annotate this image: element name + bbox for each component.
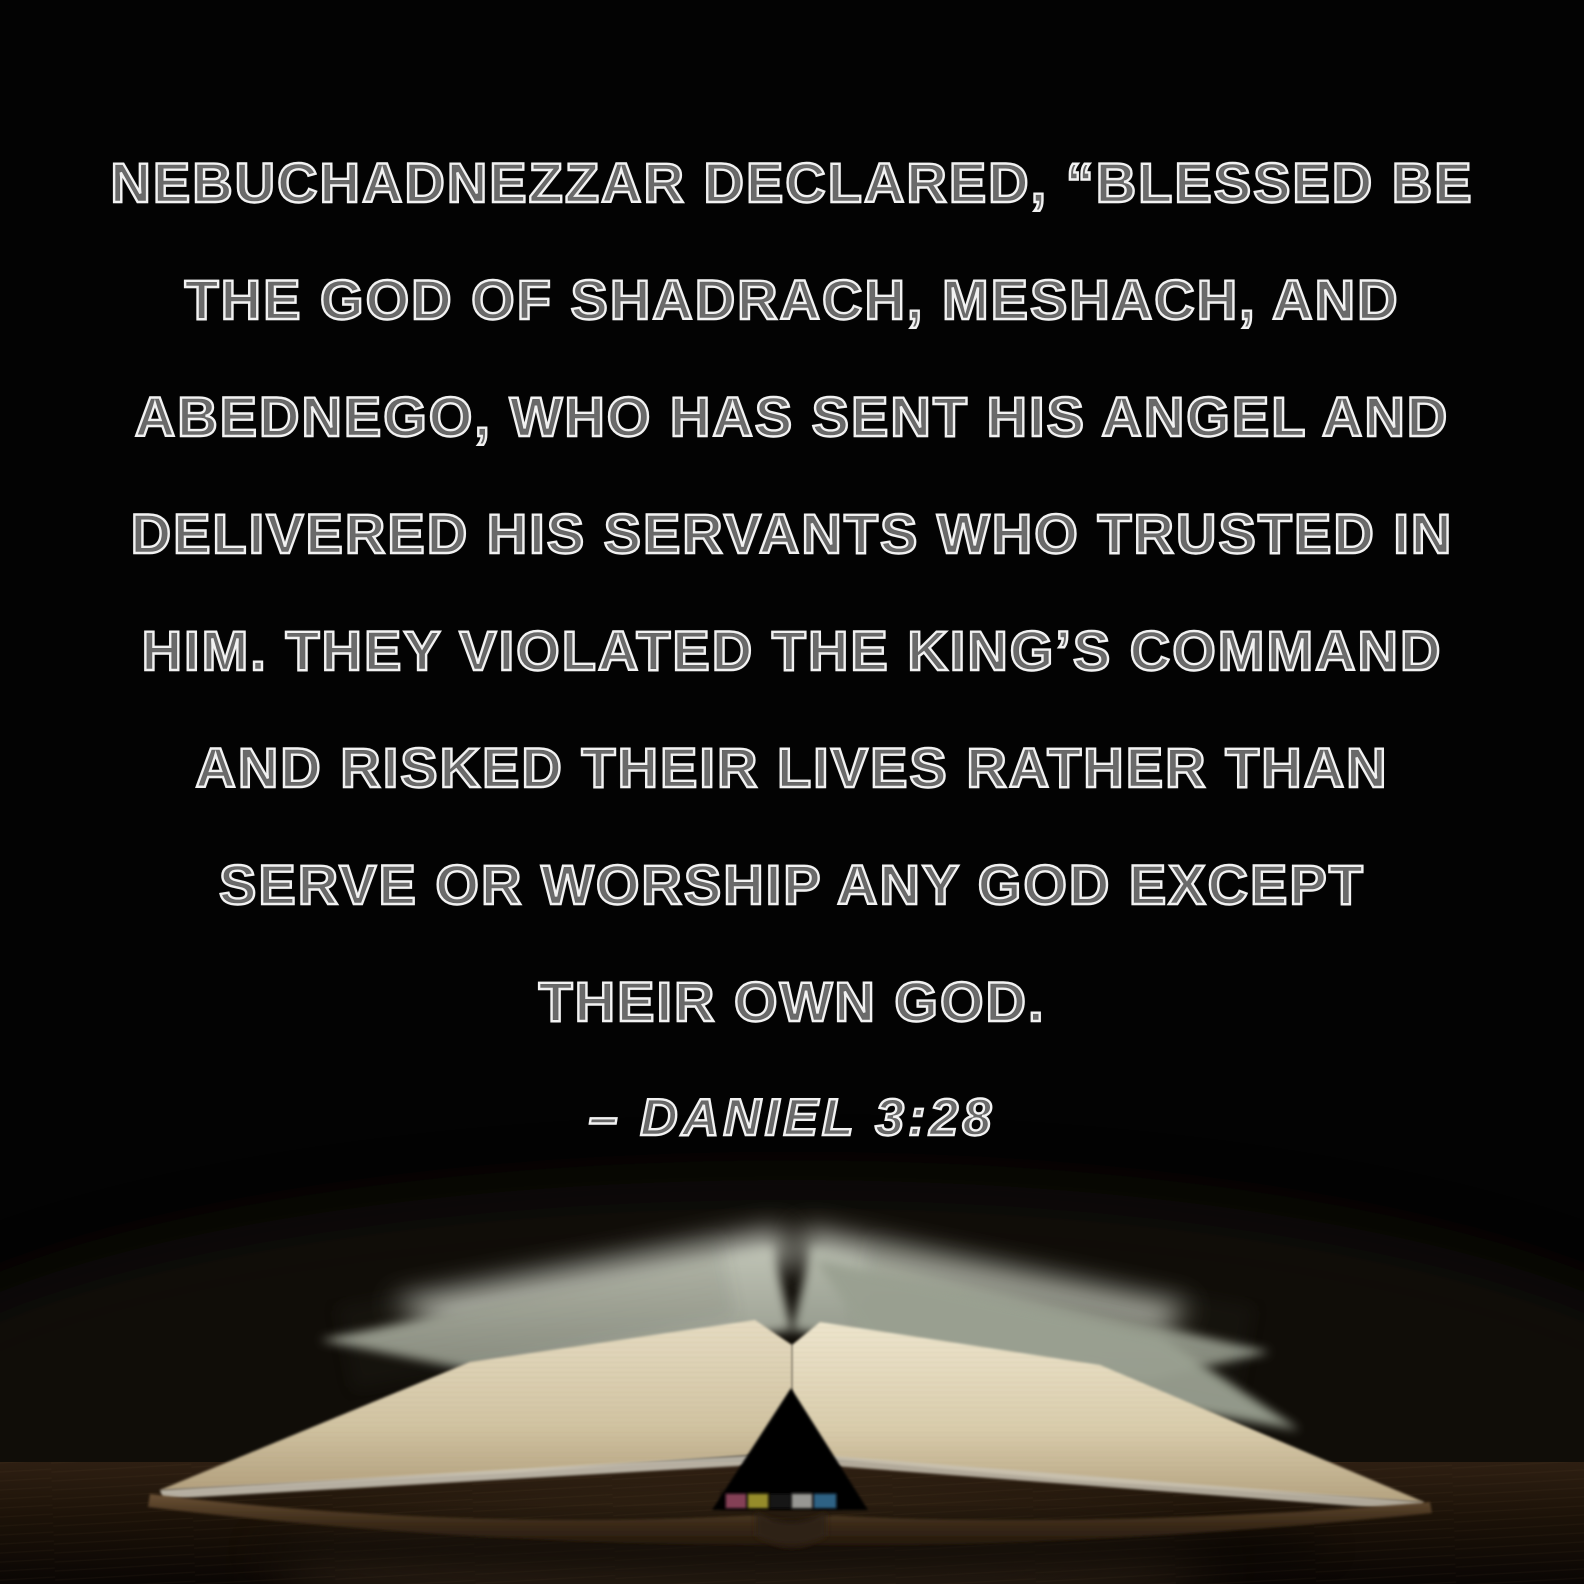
verse-line: THE GOD OF SHADRACH, MESHACH, AND [184, 268, 1400, 331]
verse-line: DELIVERED HIS SERVANTS WHO TRUSTED IN [130, 502, 1454, 565]
verse-line: THEIR OWN GOD. [538, 970, 1046, 1033]
verse-line: ABEDNEGO, WHO HAS SENT HIS ANGEL AND [134, 385, 1450, 448]
verse-line: HIM. THEY VIOLATED THE KING’S COMMAND [141, 619, 1443, 682]
verse-text [70, 124, 1514, 1177]
verse-line: AND RISKED THEIR LIVES RATHER THAN [195, 736, 1389, 799]
verse-line: SERVE OR WORSHIP ANY GOD EXCEPT [219, 853, 1365, 916]
verse-line: NEBUCHADNEZZAR DECLARED, “BLESSED BE [110, 151, 1474, 214]
bookmark-stripes [720, 1490, 842, 1510]
verse-reference: – DANIEL 3:28 [588, 1089, 996, 1147]
